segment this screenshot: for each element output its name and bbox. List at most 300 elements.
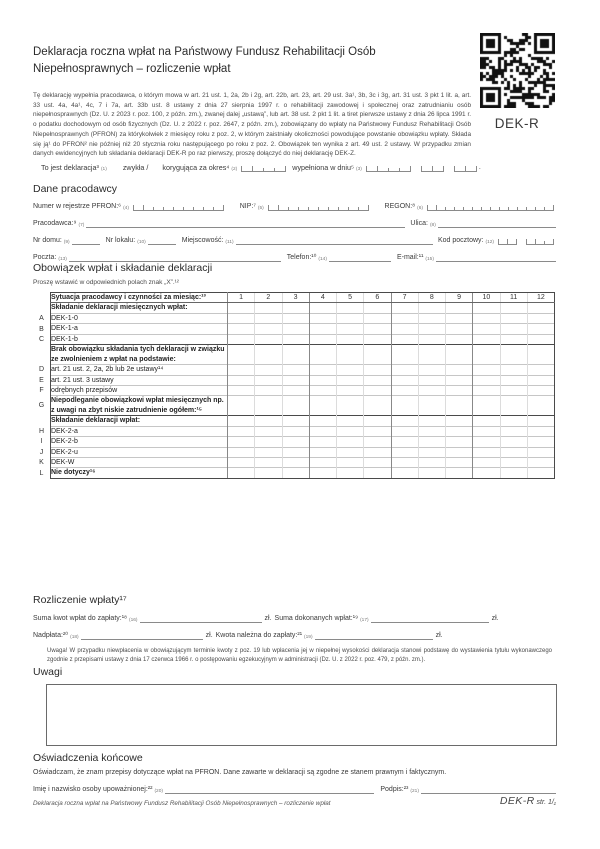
- month-cell-2[interactable]: [255, 313, 282, 323]
- month-cell-6[interactable]: [364, 375, 391, 385]
- row-label: art. 21 ust. 2, 2a, 2b lub 2e ustawy¹⁴: [51, 365, 228, 375]
- month-cell-10[interactable]: [473, 447, 500, 457]
- month-cell-5[interactable]: [337, 324, 364, 334]
- month-cell-5[interactable]: [337, 313, 364, 323]
- phone-input[interactable]: [329, 253, 391, 262]
- month-cell-9[interactable]: [446, 458, 473, 468]
- month-cell-7[interactable]: [391, 324, 418, 334]
- row-letter: [33, 303, 51, 313]
- month-cell-1[interactable]: [228, 458, 255, 468]
- month-cell-9[interactable]: [446, 396, 473, 416]
- month-cell-7[interactable]: [391, 385, 418, 395]
- month-cell-8[interactable]: [418, 426, 445, 436]
- month-cell-2[interactable]: [255, 396, 282, 416]
- row-label: DEK-2-b: [51, 437, 228, 447]
- month-cell-10[interactable]: [473, 334, 500, 344]
- pos-2: (2): [231, 166, 238, 172]
- correcting-period-input[interactable]: [241, 166, 286, 172]
- overpayment-input[interactable]: [81, 631, 203, 640]
- month-cell-10[interactable]: [473, 375, 500, 385]
- pos-8: (8): [429, 222, 436, 228]
- month-cell-1[interactable]: [228, 426, 255, 436]
- employer-row-2: [33, 219, 556, 228]
- settlement-row-2: [33, 631, 556, 640]
- month-cell-4[interactable]: [309, 365, 336, 375]
- authorized-name-label: Imię i nazwisko osoby upoważnionej:²²: [33, 786, 153, 793]
- month-cell-4[interactable]: [309, 458, 336, 468]
- row-label: DEK-1-a: [51, 324, 228, 334]
- month-cell-9[interactable]: [446, 437, 473, 447]
- month-cell-10[interactable]: [473, 468, 500, 478]
- month-cell-2[interactable]: [255, 426, 282, 436]
- month-cell-9[interactable]: [446, 426, 473, 436]
- month-cell-4[interactable]: [309, 345, 336, 365]
- month-cell-5[interactable]: [337, 416, 364, 426]
- month-cell-3[interactable]: [282, 324, 309, 334]
- month-cell-12[interactable]: [527, 345, 554, 365]
- month-cell-6[interactable]: [364, 416, 391, 426]
- pos-17: (17): [360, 618, 369, 623]
- month-cell-6[interactable]: [364, 458, 391, 468]
- month-cell-7[interactable]: [391, 426, 418, 436]
- month-header-8: 8: [418, 293, 445, 303]
- month-cell-7[interactable]: [391, 416, 418, 426]
- row-letter: [33, 416, 51, 426]
- month-cell-9[interactable]: [446, 385, 473, 395]
- month-cell-7[interactable]: [391, 375, 418, 385]
- employer-name-label: Pracodawca:⁹: [33, 220, 77, 227]
- month-cell-12[interactable]: [527, 416, 554, 426]
- filled-on-label: wypełniona w dniu⁵: [292, 163, 354, 172]
- row-label: Brak obowiązku składania tych deklaracji w związku ze zwolnieniem z wpłat na podstawie:: [51, 345, 228, 365]
- row-letter: D: [38, 366, 45, 374]
- pos-16: (16): [129, 618, 138, 623]
- month-cell-5[interactable]: [337, 334, 364, 344]
- month-cell-5[interactable]: [337, 303, 364, 313]
- month-cell-12[interactable]: [527, 365, 554, 375]
- month-cell-6[interactable]: [364, 396, 391, 416]
- month-cell-6[interactable]: [364, 345, 391, 365]
- post-office-label: Poczta:: [33, 254, 57, 261]
- month-cell-3[interactable]: [282, 416, 309, 426]
- overpayment-label: Nadpłata:²⁰: [33, 632, 69, 640]
- month-cell-4[interactable]: [309, 447, 336, 457]
- row-label: Nie dotyczy¹⁶: [51, 468, 228, 478]
- page-footer: [33, 795, 556, 807]
- month-cell-6[interactable]: [364, 303, 391, 313]
- month-cell-3[interactable]: [282, 437, 309, 447]
- month-cell-11[interactable]: [500, 375, 527, 385]
- month-cell-11[interactable]: [500, 437, 527, 447]
- month-cell-11[interactable]: [500, 468, 527, 478]
- month-cell-8[interactable]: [418, 396, 445, 416]
- month-cell-8[interactable]: [418, 324, 445, 334]
- month-cell-6[interactable]: [364, 365, 391, 375]
- month-cell-3[interactable]: [282, 385, 309, 395]
- month-cell-10[interactable]: [473, 385, 500, 395]
- phone-label: Telefon:¹⁰: [286, 254, 317, 261]
- month-cell-12[interactable]: [527, 324, 554, 334]
- row-letter: I: [40, 438, 43, 446]
- month-cell-12[interactable]: [527, 334, 554, 344]
- declaration-option-normal[interactable]: zwykła /: [122, 163, 149, 172]
- pos-6: (6): [417, 205, 423, 211]
- pos-5: (5): [257, 205, 264, 211]
- month-cell-1[interactable]: [228, 324, 255, 334]
- month-cell-9[interactable]: [446, 365, 473, 375]
- month-cell-7[interactable]: [391, 396, 418, 416]
- row-letter: F: [39, 387, 44, 395]
- row-label: Niepodleganie obowiązkowi wpłat miesięcznych np. z uwagi na zbyt niskie zatrudnienie ogółem:¹⁵: [51, 396, 228, 416]
- month-cell-5[interactable]: [337, 468, 364, 478]
- month-cell-3[interactable]: [282, 313, 309, 323]
- settlement-heading: Rozliczenie wpłaty¹⁷: [33, 594, 127, 606]
- currency-4: zł.: [435, 632, 443, 640]
- end-dot: .: [478, 164, 481, 172]
- remarks-section: [33, 666, 558, 746]
- month-cell-1[interactable]: [228, 416, 255, 426]
- statements-row: [33, 785, 556, 794]
- nip-input[interactable]: [268, 205, 369, 211]
- month-cell-3[interactable]: [282, 396, 309, 416]
- month-cell-10[interactable]: [473, 324, 500, 334]
- fill-date-month-input[interactable]: [421, 166, 444, 172]
- month-cell-8[interactable]: [418, 375, 445, 385]
- month-cell-11[interactable]: [500, 385, 527, 395]
- month-cell-7[interactable]: [391, 437, 418, 447]
- footer-page-number: str. 1/₁: [536, 799, 556, 806]
- month-cell-10[interactable]: [473, 365, 500, 375]
- month-header-3: 3: [282, 293, 309, 303]
- month-cell-2[interactable]: [255, 303, 282, 313]
- month-cell-4[interactable]: [309, 375, 336, 385]
- month-cell-8[interactable]: [418, 385, 445, 395]
- month-cell-3[interactable]: [282, 458, 309, 468]
- authorized-name-input[interactable]: [165, 785, 374, 794]
- month-cell-1[interactable]: [228, 334, 255, 344]
- post-office-input[interactable]: [69, 253, 281, 262]
- month-cell-4[interactable]: [309, 396, 336, 416]
- house-no-input[interactable]: [72, 236, 100, 245]
- street-label: Ulica:: [410, 220, 428, 227]
- month-cell-5[interactable]: [337, 447, 364, 457]
- row-label: DEK-1-b: [51, 334, 228, 344]
- obligation-table: [33, 292, 555, 479]
- pfron-number-label: Numer w rejestrze PFRON:⁶: [33, 203, 122, 210]
- month-cell-3[interactable]: [282, 375, 309, 385]
- pos-7: (7): [78, 222, 85, 228]
- month-header-9: 9: [446, 293, 473, 303]
- statements-section: [33, 752, 556, 794]
- month-cell-1[interactable]: [228, 365, 255, 375]
- row-letter: K: [39, 459, 44, 467]
- month-cell-11[interactable]: [500, 303, 527, 313]
- month-cell-11[interactable]: [500, 334, 527, 344]
- month-cell-4[interactable]: [309, 303, 336, 313]
- fill-date-year-input[interactable]: [366, 166, 411, 172]
- month-cell-4[interactable]: [309, 334, 336, 344]
- month-cell-2[interactable]: [255, 468, 282, 478]
- month-cell-5[interactable]: [337, 365, 364, 375]
- month-cell-3[interactable]: [282, 365, 309, 375]
- month-cell-12[interactable]: [527, 303, 554, 313]
- month-cell-5[interactable]: [337, 396, 364, 416]
- month-cell-11[interactable]: [500, 458, 527, 468]
- month-cell-8[interactable]: [418, 458, 445, 468]
- street-input[interactable]: [438, 219, 556, 228]
- pos-19: (19): [304, 635, 313, 640]
- month-cell-12[interactable]: [527, 375, 554, 385]
- row-label: DEK-2-u: [51, 447, 228, 457]
- row-letter: [33, 345, 51, 365]
- row-letter: G: [38, 402, 45, 410]
- month-cell-3[interactable]: [282, 334, 309, 344]
- month-cell-8[interactable]: [418, 313, 445, 323]
- obligation-section: [33, 262, 573, 479]
- pos-15: (15): [425, 256, 434, 262]
- month-header-7: 7: [391, 293, 418, 303]
- row-label: DEK-2-a: [51, 426, 228, 436]
- employer-row-3: [33, 236, 556, 245]
- statements-heading: Oświadczenia końcowe: [33, 752, 143, 764]
- month-cell-10[interactable]: [473, 426, 500, 436]
- currency-2: zł.: [491, 615, 499, 623]
- month-cell-12[interactable]: [527, 313, 554, 323]
- pfron-number-input[interactable]: [133, 205, 224, 211]
- month-cell-2[interactable]: [255, 458, 282, 468]
- month-cell-9[interactable]: [446, 468, 473, 478]
- month-cell-8[interactable]: [418, 303, 445, 313]
- month-cell-5[interactable]: [337, 437, 364, 447]
- month-cell-8[interactable]: [418, 416, 445, 426]
- month-cell-1[interactable]: [228, 313, 255, 323]
- month-cell-12[interactable]: [527, 437, 554, 447]
- house-no-label: Nr domu:: [33, 237, 62, 244]
- month-cell-9[interactable]: [446, 313, 473, 323]
- month-cell-8[interactable]: [418, 447, 445, 457]
- pos-10: (10): [137, 239, 146, 245]
- month-cell-7[interactable]: [391, 447, 418, 457]
- month-cell-7[interactable]: [391, 334, 418, 344]
- month-cell-6[interactable]: [364, 426, 391, 436]
- month-cell-7[interactable]: [391, 303, 418, 313]
- pos-20: (20): [154, 788, 163, 794]
- pos-1: (1): [100, 166, 107, 172]
- month-cell-9[interactable]: [446, 447, 473, 457]
- pos-21: (21): [410, 788, 419, 794]
- month-cell-9[interactable]: [446, 375, 473, 385]
- month-cell-11[interactable]: [500, 396, 527, 416]
- month-cell-2[interactable]: [255, 385, 282, 395]
- month-cell-6[interactable]: [364, 437, 391, 447]
- employer-section: [33, 183, 556, 262]
- fill-date-day-input[interactable]: [454, 166, 477, 172]
- month-cell-1[interactable]: [228, 447, 255, 457]
- nip-label: NIP:⁷: [239, 203, 256, 210]
- month-cell-6[interactable]: [364, 447, 391, 457]
- postal-code-label: Kod pocztowy:: [437, 237, 484, 244]
- row-label: DEK-1-0: [51, 313, 228, 323]
- month-cell-4[interactable]: [309, 426, 336, 436]
- month-cell-3[interactable]: [282, 303, 309, 313]
- obligation-note: Proszę wstawić w odpowiednich polach znak „X”.¹²: [33, 279, 179, 286]
- regon-label: REGON:⁸: [384, 203, 416, 210]
- month-cell-12[interactable]: [527, 458, 554, 468]
- sum-paid-input[interactable]: [371, 614, 489, 623]
- month-cell-2[interactable]: [255, 375, 282, 385]
- month-cell-5[interactable]: [337, 375, 364, 385]
- month-cell-9[interactable]: [446, 334, 473, 344]
- month-header-12: 12: [527, 293, 554, 303]
- pos-9: (9): [63, 239, 70, 245]
- qr-block: [479, 33, 555, 131]
- month-cell-9[interactable]: [446, 303, 473, 313]
- row-letter: H: [38, 427, 45, 435]
- remarks-box[interactable]: [46, 684, 557, 746]
- month-cell-8[interactable]: [418, 468, 445, 478]
- postal-code-input-1[interactable]: [498, 239, 517, 245]
- row-letter: E: [39, 376, 44, 384]
- month-cell-5[interactable]: [337, 385, 364, 395]
- month-cell-2[interactable]: [255, 447, 282, 457]
- month-cell-11[interactable]: [500, 345, 527, 365]
- city-label: Miejscowość:: [181, 237, 224, 244]
- month-cell-10[interactable]: [473, 345, 500, 365]
- month-cell-2[interactable]: [255, 334, 282, 344]
- month-cell-10[interactable]: [473, 396, 500, 416]
- page-title: Deklaracja roczna wpłat na Państwowy Fundusz Rehabilitacji Osób Niepełnosprawnych – rozliczenie wpłat: [33, 46, 376, 76]
- month-cell-1[interactable]: [228, 437, 255, 447]
- flat-no-input[interactable]: [148, 236, 176, 245]
- sum-paid-label: Suma dokonanych wpłat:¹⁹: [274, 615, 359, 623]
- month-cell-5[interactable]: [337, 345, 364, 365]
- month-cell-10[interactable]: [473, 313, 500, 323]
- footer-page-indicator: [500, 795, 556, 807]
- city-input[interactable]: [236, 236, 433, 245]
- month-cell-6[interactable]: [364, 468, 391, 478]
- signature-input[interactable]: [421, 785, 556, 794]
- month-cell-1[interactable]: [228, 375, 255, 385]
- month-cell-6[interactable]: [364, 324, 391, 334]
- month-cell-2[interactable]: [255, 416, 282, 426]
- month-cell-8[interactable]: [418, 365, 445, 375]
- month-cell-1[interactable]: [228, 303, 255, 313]
- month-cell-6[interactable]: [364, 313, 391, 323]
- month-cell-1[interactable]: [228, 385, 255, 395]
- amount-due-input[interactable]: [315, 631, 433, 640]
- month-cell-10[interactable]: [473, 303, 500, 313]
- month-cell-12[interactable]: [527, 385, 554, 395]
- month-cell-8[interactable]: [418, 437, 445, 447]
- pos-12: (12): [485, 239, 494, 245]
- month-cell-8[interactable]: [418, 345, 445, 365]
- settlement-row-1: [33, 614, 556, 623]
- month-cell-4[interactable]: [309, 313, 336, 323]
- month-cell-10[interactable]: [473, 416, 500, 426]
- month-cell-7[interactable]: [391, 345, 418, 365]
- month-cell-4[interactable]: [309, 385, 336, 395]
- statements-text: Oświadczam, że znam przepisy dotyczące wpłat na PFRON. Dane zawarte w deklaracji są zgodne ze stanem prawnym i faktycznym.: [33, 769, 447, 776]
- settlement-warning: Uwaga! W przypadku niewpłacenia w obowiązującym terminie kwoty z poz. 19 lub wpłacenia jej w niepełnej wysokości deklaracja stanowi podstawę do wystawienia tytułu wykonawczego zgodnie z przepisami ustawy z dnia 17 czerwca 1966 r. o postępowaniu egzekucyjnym w administracji (Dz. U. z 2022 r. poz. 479, z późn. zm.).: [47, 648, 552, 663]
- month-cell-12[interactable]: [527, 468, 554, 478]
- month-cell-3[interactable]: [282, 345, 309, 365]
- month-cell-11[interactable]: [500, 365, 527, 375]
- month-cell-5[interactable]: [337, 426, 364, 436]
- month-cell-2[interactable]: [255, 437, 282, 447]
- month-cell-6[interactable]: [364, 385, 391, 395]
- month-cell-9[interactable]: [446, 416, 473, 426]
- month-cell-7[interactable]: [391, 313, 418, 323]
- month-cell-2[interactable]: [255, 365, 282, 375]
- row-letter: [33, 293, 51, 303]
- intro-paragraph: Tę deklarację wypełnia pracodawca, o którym mowa w art. 21 ust. 1, 2a, 2b i 2g, art. 22b, art. 23, art. 29 ust. 3a¹, 3b, 3c i 3g, art. 31 ust. 3 pkt 1 lit. a, art. 33 ust. 4a, 4a¹, 4c, 7 i 7a, art. 33b ust. 8 ustawy z dnia 27 sierpnia 1997 r. o rehabilitacji zawodowej i społecznej oraz zatrudnianiu osób niepełnosprawnych (Dz. U. z 2023 r. poz. 100, z późn. zm.), zwanej dalej „ustawą”, lub art. 38 ust. 2 pkt 1 lit. a tiret pierwsze ustawy z dnia 26 lipca 1991 r. o podatku dochodowym od osób fizycznych (Dz. U. z 2022 r. poz. 2647, z późn. zm.), zobowiązany do wpłaty na Państwowy Fundusz Rehabilitacji Osób Niepełnosprawnych (PFRON) za którykolwiek z miesięcy roku z poz. 2, w którym zaistniały okoliczności powodujące powstanie obowiązku wpłaty. Składa się ją¹ do PFRON² nie później niż 20 stycznia roku następującego po roku z poz. 2. Obowiązek ten wynika z art. 49 ust. 2 ustawy. W przypadku zmian danych ewidencyjnych lub składania deklaracji DEK-R po raz pierwszy, proszę dołączyć do niej deklarację DEK-Z.: [33, 92, 471, 158]
- month-cell-12[interactable]: [527, 396, 554, 416]
- row-letter: C: [38, 335, 45, 343]
- declaration-line: [41, 164, 561, 172]
- regon-input[interactable]: [427, 205, 554, 211]
- row-letter: J: [39, 448, 44, 456]
- month-cell-11[interactable]: [500, 313, 527, 323]
- month-cell-1[interactable]: [228, 345, 255, 365]
- email-input[interactable]: [436, 253, 556, 262]
- month-cell-10[interactable]: [473, 437, 500, 447]
- month-cell-4[interactable]: [309, 468, 336, 478]
- signature-label: Podpis:²³: [380, 786, 409, 793]
- month-cell-1[interactable]: [228, 468, 255, 478]
- month-cell-5[interactable]: [337, 458, 364, 468]
- pos-4: (4): [123, 205, 129, 211]
- month-cell-3[interactable]: [282, 426, 309, 436]
- postal-code-input-2[interactable]: [526, 239, 554, 245]
- sum-due-input[interactable]: [140, 614, 262, 623]
- month-header-1: 1: [228, 293, 255, 303]
- qr-code-icon: [480, 33, 555, 108]
- month-cell-12[interactable]: [527, 447, 554, 457]
- month-cell-4[interactable]: [309, 437, 336, 447]
- month-cell-2[interactable]: [255, 345, 282, 365]
- month-cell-7[interactable]: [391, 468, 418, 478]
- month-header-6: 6: [364, 293, 391, 303]
- month-cell-7[interactable]: [391, 458, 418, 468]
- month-cell-12[interactable]: [527, 426, 554, 436]
- month-cell-6[interactable]: [364, 334, 391, 344]
- form-code: DEK-R: [494, 116, 540, 131]
- remarks-heading: Uwagi: [33, 666, 63, 678]
- month-cell-11[interactable]: [500, 447, 527, 457]
- employer-name-input[interactable]: [86, 219, 405, 228]
- month-cell-3[interactable]: [282, 447, 309, 457]
- month-cell-9[interactable]: [446, 345, 473, 365]
- row-label: art. 21 ust. 3 ustawy: [51, 375, 228, 385]
- month-cell-11[interactable]: [500, 416, 527, 426]
- month-cell-4[interactable]: [309, 416, 336, 426]
- month-cell-8[interactable]: [418, 334, 445, 344]
- month-cell-3[interactable]: [282, 468, 309, 478]
- employer-row-4: [33, 253, 556, 262]
- declaration-option-correcting[interactable]: korygująca za okres⁴: [162, 163, 230, 172]
- month-cell-11[interactable]: [500, 426, 527, 436]
- month-cell-10[interactable]: [473, 458, 500, 468]
- month-cell-9[interactable]: [446, 324, 473, 334]
- row-label: odrębnych przepisów: [51, 385, 228, 395]
- month-cell-2[interactable]: [255, 324, 282, 334]
- month-cell-4[interactable]: [309, 324, 336, 334]
- pos-13: (13): [58, 256, 67, 262]
- pos-11: (11): [225, 239, 234, 245]
- month-cell-7[interactable]: [391, 365, 418, 375]
- month-cell-11[interactable]: [500, 324, 527, 334]
- month-cell-1[interactable]: [228, 396, 255, 416]
